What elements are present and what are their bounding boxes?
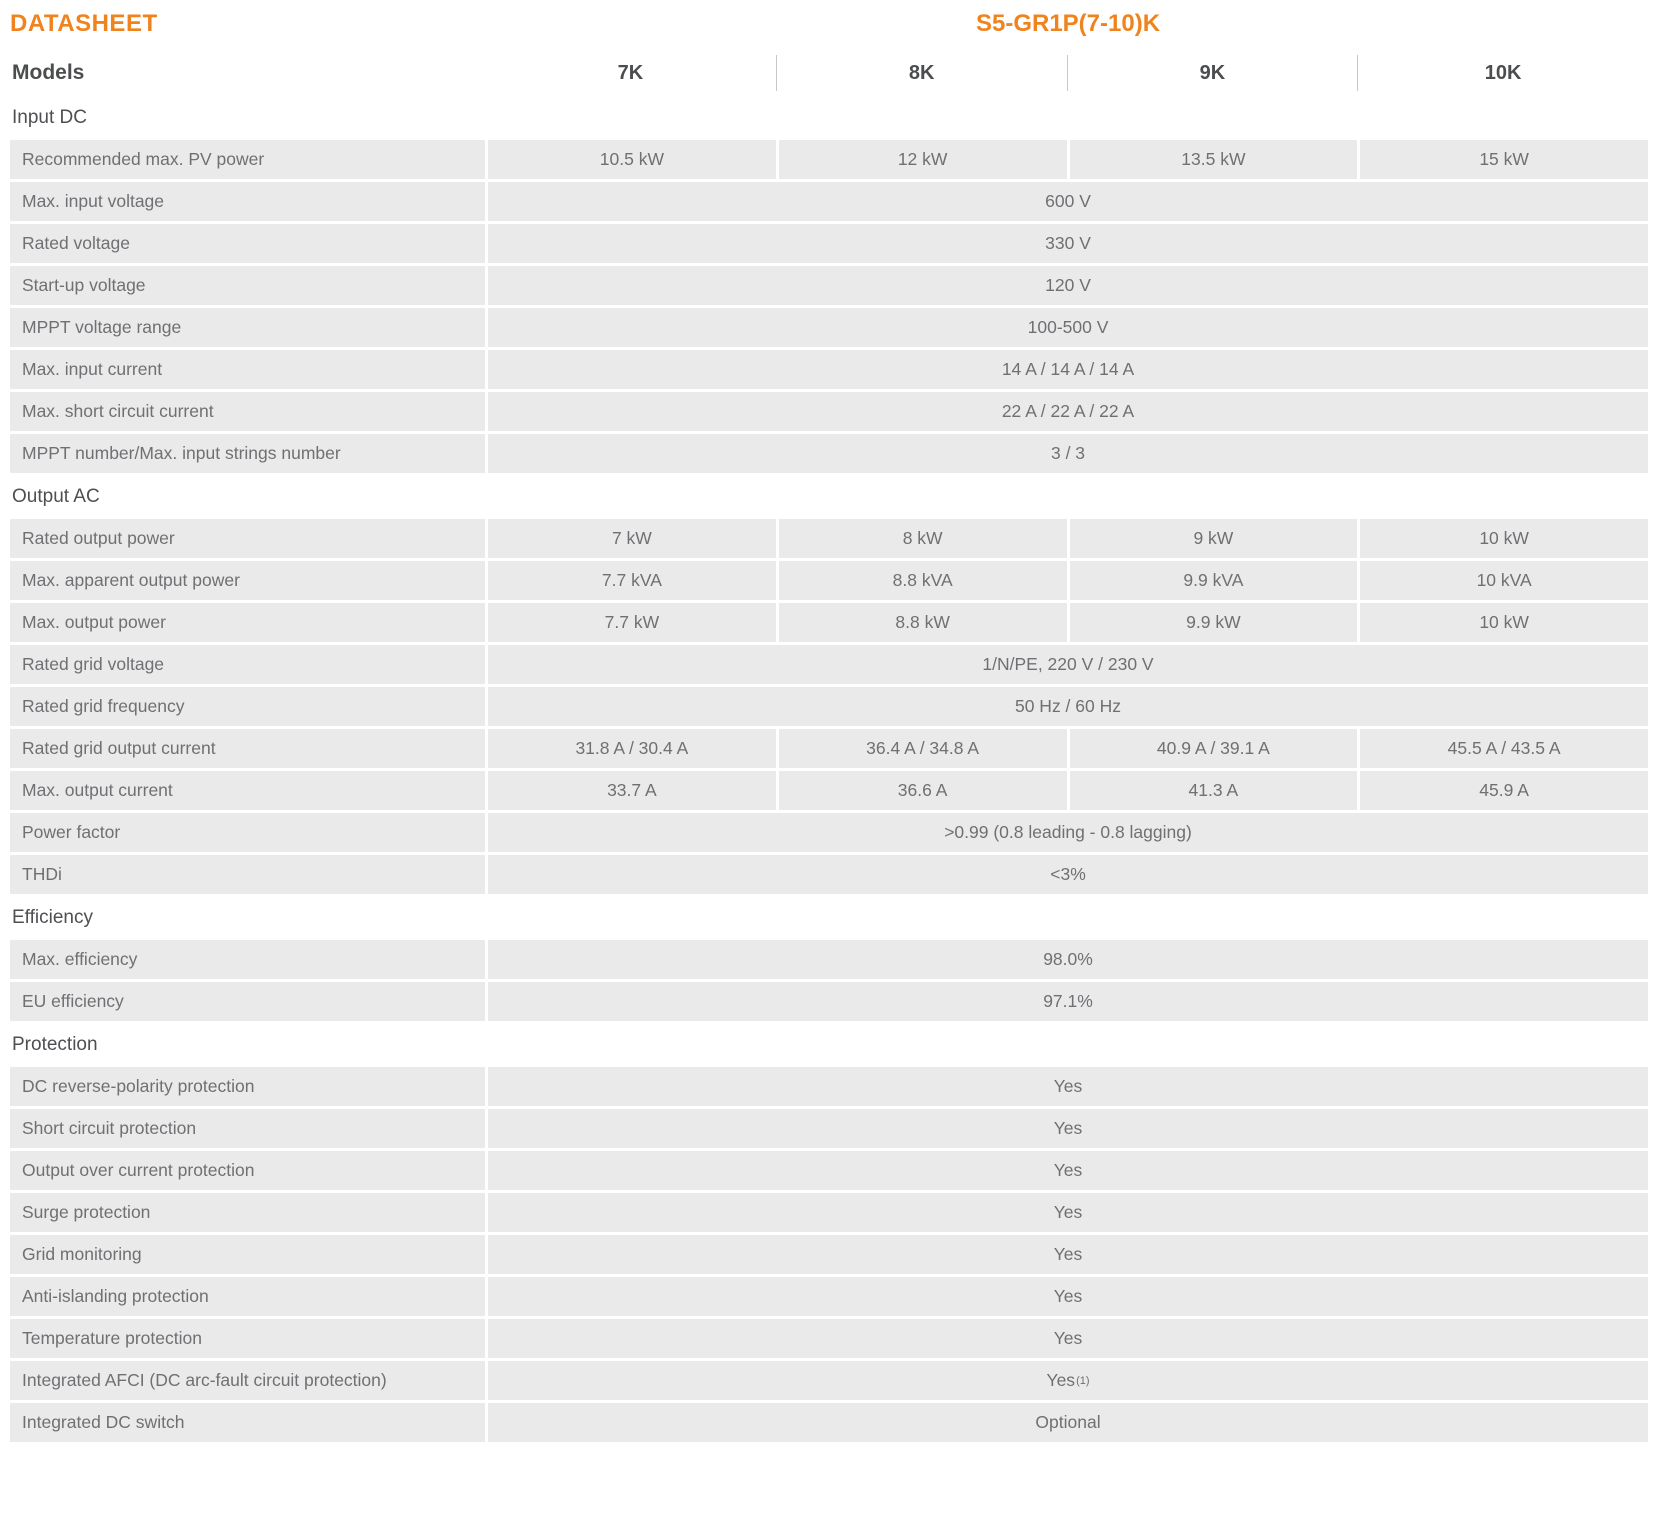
row-value-merged [488,1403,1648,1442]
row-label: Max. output current [10,771,485,810]
row-value-merged [488,1235,1648,1274]
row-value: 10 kW [1360,519,1648,558]
row-value: 40.9 A / 39.1 A [1070,729,1358,768]
merged-value-text: <3% [1050,864,1086,884]
row-value: 45.5 A / 43.5 A [1360,729,1648,768]
row-value: 9 kW [1070,519,1358,558]
row-value: 9.9 kW [1070,603,1358,642]
row-label: Max. apparent output power [10,561,485,600]
table-row [10,1067,1648,1106]
table-row [10,687,1648,726]
table-row [10,645,1648,684]
row-value: 36.4 A / 34.8 A [779,729,1067,768]
table-row [10,392,1648,431]
row-label: Max. input voltage [10,182,485,221]
merged-value-text: 97.1% [1043,991,1093,1011]
row-value: 8.8 kVA [779,561,1067,600]
table-row [10,1193,1648,1232]
row-value: 33.7 A [488,771,776,810]
merged-value-text: 100-500 V [1027,317,1109,337]
table-row [10,940,1648,979]
row-label: Max. efficiency [10,940,485,979]
table-row [10,729,1648,768]
row-value-merged [488,224,1648,263]
row-label: Grid monitoring [10,1235,485,1274]
row-value: 41.3 A [1070,771,1358,810]
row-value: 7.7 kW [488,603,776,642]
merged-value-text: 22 A / 22 A / 22 A [1001,401,1135,421]
merged-value-text: 120 V [1045,275,1091,295]
row-value: 10 kVA [1360,561,1648,600]
row-value-merged [488,813,1648,852]
row-value-merged [488,434,1648,473]
merged-value-text: Yes [1053,1160,1083,1180]
merged-value-text: Yes [1053,1328,1083,1348]
table-row [10,1109,1648,1148]
row-label: Recommended max. PV power [10,140,485,179]
row-value-merged [488,1193,1648,1232]
row-value: 10.5 kW [488,140,776,179]
table-row [10,308,1648,347]
merged-value-text: 3 / 3 [1050,443,1086,463]
page-header [10,10,1648,38]
row-label: Rated grid output current [10,729,485,768]
merged-value-text: Yes [1053,1286,1083,1306]
row-value-merged [488,855,1648,894]
row-label: Rated output power [10,519,485,558]
row-value-merged [488,308,1648,347]
table-row [10,561,1648,600]
row-value-merged [488,1067,1648,1106]
table-row [10,519,1648,558]
table-row [10,1319,1648,1358]
table-row [10,855,1648,894]
table-row [10,434,1648,473]
row-label: Output over current protection [10,1151,485,1190]
merged-value-text: 50 Hz / 60 Hz [1014,696,1122,716]
row-label: Integrated AFCI (DC arc-fault circuit protection) [10,1361,485,1400]
row-value: 9.9 kVA [1070,561,1358,600]
row-label: Temperature protection [10,1319,485,1358]
merged-value-text: Yes [1053,1202,1083,1222]
section-title-output-ac: Output AC [12,486,100,507]
table-row [10,1403,1648,1442]
merged-value-text: 14 A / 14 A / 14 A [1001,359,1135,379]
table-row [10,1151,1648,1190]
row-label: Max. input current [10,350,485,389]
row-value-merged [488,1109,1648,1148]
row-value-merged [488,1319,1648,1358]
row-label: DC reverse-polarity protection [10,1067,485,1106]
row-value: 10 kW [1360,603,1648,642]
row-label: Max. output power [10,603,485,642]
row-label: EU efficiency [10,982,485,1021]
model-series-title: S5-GR1P(7-10)K [975,10,1161,37]
row-value: 31.8 A / 30.4 A [488,729,776,768]
merged-value-text: Yes [1053,1118,1083,1138]
merged-value-text: Optional [1035,1412,1101,1432]
row-value: 7.7 kVA [488,561,776,600]
models-header-row [10,52,1648,94]
row-label: Max. short circuit current [10,392,485,431]
table-row [10,603,1648,642]
row-value-merged [488,182,1648,221]
row-label: Rated voltage [10,224,485,263]
row-value: 15 kW [1360,140,1648,179]
row-value-merged [488,645,1648,684]
table-row [10,771,1648,810]
row-value: 8.8 kW [779,603,1067,642]
datasheet-label: DATASHEET [10,10,158,37]
table-row [10,266,1648,305]
merged-value-text: >0.99 (0.8 leading - 0.8 lagging) [944,822,1192,842]
row-label: MPPT number/Max. input strings number [10,434,485,473]
row-value-merged [488,1277,1648,1316]
merged-value-text: 1/N/PE, 220 V / 230 V [982,654,1154,674]
row-value-merged [488,940,1648,979]
model-column-8k: 8K [776,55,1067,91]
row-label: Rated grid frequency [10,687,485,726]
table-row [10,813,1648,852]
row-label: Start-up voltage [10,266,485,305]
row-value-merged [488,982,1648,1021]
row-label: Anti-islanding protection [10,1277,485,1316]
spec-table [10,107,1648,1442]
merged-value-text: 330 V [1045,233,1091,253]
row-value-merged [488,350,1648,389]
merged-value-text: 600 V [1045,191,1091,211]
model-column-10k: 10K [1357,55,1648,91]
table-row [10,1235,1648,1274]
row-label: Integrated DC switch [10,1403,485,1442]
row-value-merged: Yes (1) [488,1361,1648,1400]
merged-value-text: Yes [1053,1244,1083,1264]
row-label: Rated grid voltage [10,645,485,684]
table-row [10,982,1648,1021]
row-label: Power factor [10,813,485,852]
section-title-input-dc: Input DC [12,107,87,128]
merged-value-text: Yes [1053,1076,1083,1096]
row-value: 7 kW [488,519,776,558]
row-value: 12 kW [779,140,1067,179]
table-row [10,224,1648,263]
row-value: 45.9 A [1360,771,1648,810]
table-row [10,1277,1648,1316]
table-row [10,350,1648,389]
model-column-7k: 7K [617,62,644,84]
row-label: Surge protection [10,1193,485,1232]
row-value-merged [488,392,1648,431]
table-row [10,1361,1648,1400]
row-label: Short circuit protection [10,1109,485,1148]
table-row [10,182,1648,221]
row-value-merged [488,266,1648,305]
table-row [10,140,1648,179]
section-title-efficiency: Efficiency [12,907,93,928]
row-label: MPPT voltage range [10,308,485,347]
row-value-merged [488,687,1648,726]
merged-value-text: Yes [1046,1370,1076,1390]
models-label: Models [12,61,85,84]
section-title-protection: Protection [12,1034,98,1055]
row-value: 8 kW [779,519,1067,558]
row-value: 36.6 A [779,771,1067,810]
row-value-merged [488,1151,1648,1190]
merged-value-text: 98.0% [1043,949,1093,969]
model-column-9k: 9K [1067,55,1358,91]
row-label: THDi [10,855,485,894]
row-value: 13.5 kW [1070,140,1358,179]
